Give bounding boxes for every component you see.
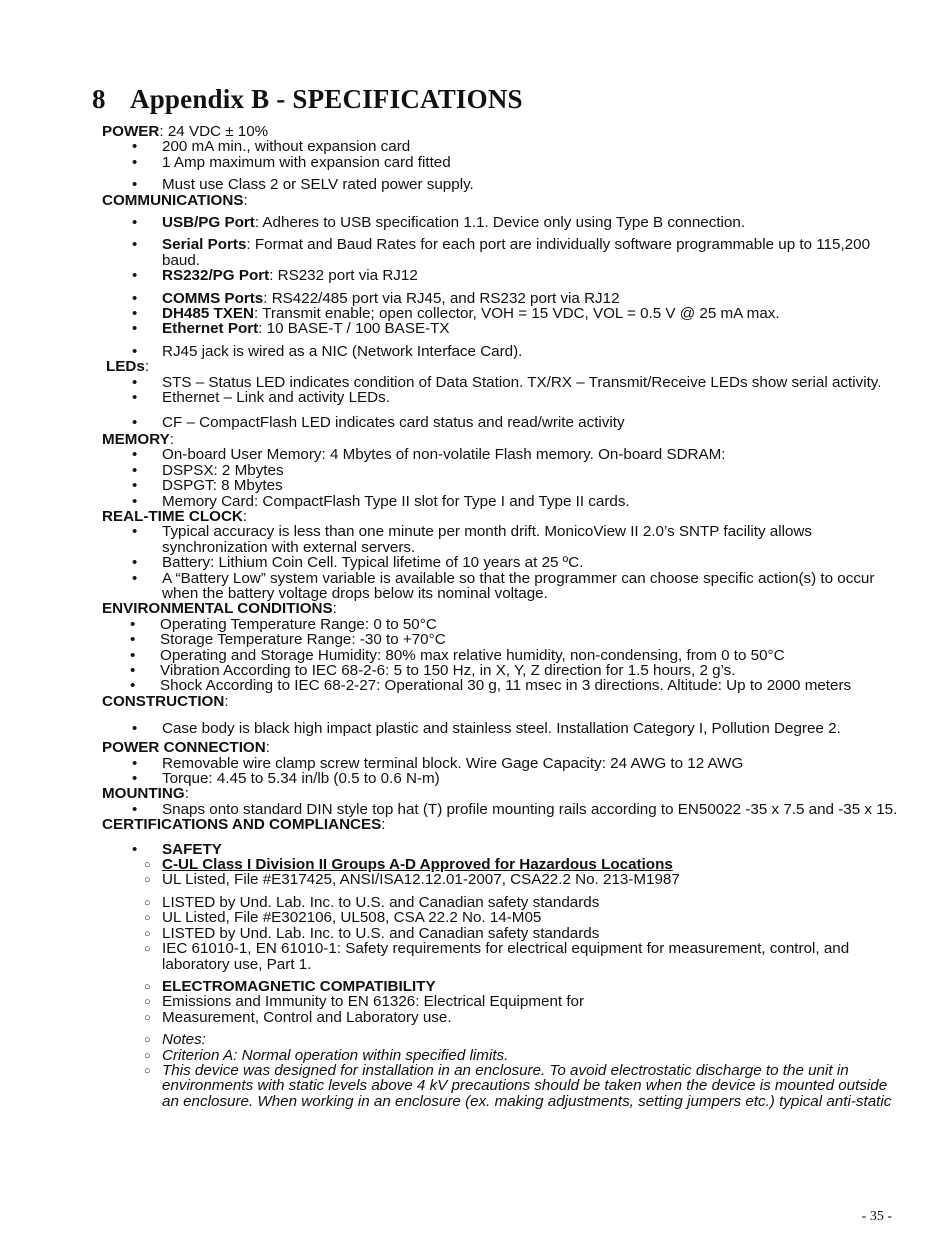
list-item: • Ethernet Port: 10 BASE-T / 100 BASE-TX	[102, 321, 902, 336]
list-item: • COMMS Ports: RS422/485 port via RJ45, and RS232 port via RJ12	[102, 291, 902, 306]
list-item: • Must use Class 2 or SELV rated power supply.	[102, 177, 902, 192]
list-item: • Memory Card: CompactFlash Type II slot for Type I and Type II cards.	[102, 494, 902, 509]
list-item: • DSPGT: 8 Mbytes	[102, 478, 902, 493]
list-item: ○ LISTED by Und. Lab. Inc. to U.S. and Canadian safety standards	[102, 895, 902, 910]
memory-heading: MEMORY:	[102, 430, 175, 448]
clock-heading: REAL-TIME CLOCK:	[102, 507, 248, 525]
clock-list	[102, 524, 902, 601]
list-item: • STS – Status LED indicates condition of Data Station. TX/RX – Transmit/Receive LEDs show serial activity.	[102, 375, 902, 390]
list-item: • 1 Amp maximum with expansion card fitted	[102, 155, 902, 170]
list-item: ○ This device was designed for installation in an enclosure. To avoid electrostatic discharge to the unit in environments with static levels above 4 kV precautions should be taken when the device is mounted outside an enclosure. When working in an enclosure (ex. making adjustments, setting jumpers etc.) typical anti-static	[102, 1063, 902, 1109]
list-item: ○ C-UL Class I Division II Groups A-D Approved for Hazardous Locations	[102, 857, 902, 872]
certifications-list	[102, 842, 902, 1110]
construction-list	[102, 718, 902, 740]
list-item: • Removable wire clamp screw terminal block. Wire Gage Capacity: 24 AWG to 12 AWG	[102, 756, 902, 771]
mounting-heading: MOUNTING:	[102, 785, 189, 803]
certifications-heading: CERTIFICATIONS AND COMPLIANCES:	[102, 816, 386, 834]
list-item: • Storage Temperature Range: -30 to +70°C	[102, 632, 902, 647]
list-item: • Typical accuracy is less than one minute per month drift. MonicoView II 2.0’s SNTP facility allows synchronization with external servers.	[102, 524, 902, 555]
list-item: • A “Battery Low” system variable is available so that the programmer can choose specific action(s) to occur when the battery voltage drops below its nominal voltage.	[102, 571, 902, 602]
spec-body	[102, 124, 902, 1109]
list-item: • Operating and Storage Humidity: 80% max relative humidity, non-condensing, from 0 to 50°C	[102, 648, 902, 663]
list-item: ○ Criterion A: Normal operation within specified limits.	[102, 1048, 902, 1063]
list-item: • Battery: Lithium Coin Cell. Typical lifetime of 10 years at 25 ºC.	[102, 555, 902, 570]
list-item: • Case body is black high impact plastic and stainless steel. Installation Category I, Pollution Degree 2.	[102, 718, 902, 740]
list-item: • Operating Temperature Range: 0 to 50°C	[102, 617, 902, 632]
list-item: ○ UL Listed, File #E317425, ANSI/ISA12.12.01-2007, CSA22.2 No. 213-M1987	[102, 872, 902, 887]
notes-heading: ○ Notes:	[102, 1032, 902, 1047]
list-item: • Torque: 4.45 to 5.34 in/lb (0.5 to 0.6 N-m)	[102, 771, 902, 786]
list-item: • USB/PG Port: Adheres to USB specification 1.1. Device only using Type B connection.	[102, 215, 902, 230]
list-item: • Shock According to IEC 68-2-27: Operational 30 g, 11 msec in 3 directions. Altitude: Up to 2000 meters	[102, 678, 902, 693]
power-list	[102, 139, 902, 192]
list-item: • DSPSX: 2 Mbytes	[102, 463, 902, 478]
list-item: • CF – CompactFlash LED indicates card status and read/write activity	[102, 415, 902, 430]
list-item: ○ Emissions and Immunity to EN 61326: Electrical Equipment for	[102, 994, 902, 1009]
power-heading: POWER: 24 VDC ± 10%	[102, 123, 269, 140]
communications-list	[102, 215, 902, 359]
list-item: ○ LISTED by Und. Lab. Inc. to U.S. and Canadian safety standards	[102, 926, 902, 941]
power-connection-list	[102, 756, 902, 787]
environmental-list	[102, 617, 902, 694]
emc-heading: ○ ELECTROMAGNETIC COMPATIBILITY	[102, 979, 902, 994]
mounting-list	[102, 802, 902, 817]
memory-list	[102, 447, 902, 509]
list-item: • Snaps onto standard DIN style top hat (T) profile mounting rails according to EN50022 -35 x 7.5 and -35 x 15.	[102, 802, 902, 817]
list-item: • 200 mA min., without expansion card	[102, 139, 902, 154]
list-item: • RJ45 jack is wired as a NIC (Network Interface Card).	[102, 344, 902, 359]
leds-list	[102, 375, 902, 430]
leds-heading: LEDs:	[106, 358, 150, 376]
list-item: ○ Measurement, Control and Laboratory use.	[102, 1010, 902, 1025]
list-item: • Serial Ports: Format and Baud Rates for each port are individually software programmable up to 115,200 baud.	[102, 237, 902, 268]
power-connection-heading: POWER CONNECTION:	[102, 739, 270, 757]
list-item: • RS232/PG Port: RS232 port via RJ12	[102, 268, 902, 283]
section-title: Appendix B - SPECIFICATIONS	[130, 84, 523, 114]
list-item: ○ IEC 61010-1, EN 61010-1: Safety requirements for electrical equipment for measurement, control, and laboratory use, Part 1.	[102, 941, 902, 972]
list-item: • On-board User Memory: 4 Mbytes of non-volatile Flash memory. On-board SDRAM:	[102, 447, 902, 462]
page-number: - 35 -	[861, 1209, 892, 1224]
construction-heading: CONSTRUCTION:	[102, 692, 229, 710]
section-number: 8	[92, 84, 106, 114]
list-item: • Vibration According to IEC 68-2-6: 5 to 150 Hz, in X, Y, Z direction for 1.5 hours, 2 g’s.	[102, 663, 902, 678]
safety-heading: • SAFETY	[102, 842, 902, 857]
list-item: • DH485 TXEN: Transmit enable; open collector, VOH = 15 VDC, VOL = 0.5 V @ 25 mA max.	[102, 306, 902, 321]
communications-heading: COMMUNICATIONS:	[102, 191, 248, 209]
page-title	[92, 84, 523, 115]
list-item: ○ UL Listed, File #E302106, UL508, CSA 22.2 No. 14-M05	[102, 910, 902, 925]
list-item: • Ethernet – Link and activity LEDs.	[102, 390, 902, 405]
environmental-heading: ENVIRONMENTAL CONDITIONS:	[102, 600, 337, 618]
